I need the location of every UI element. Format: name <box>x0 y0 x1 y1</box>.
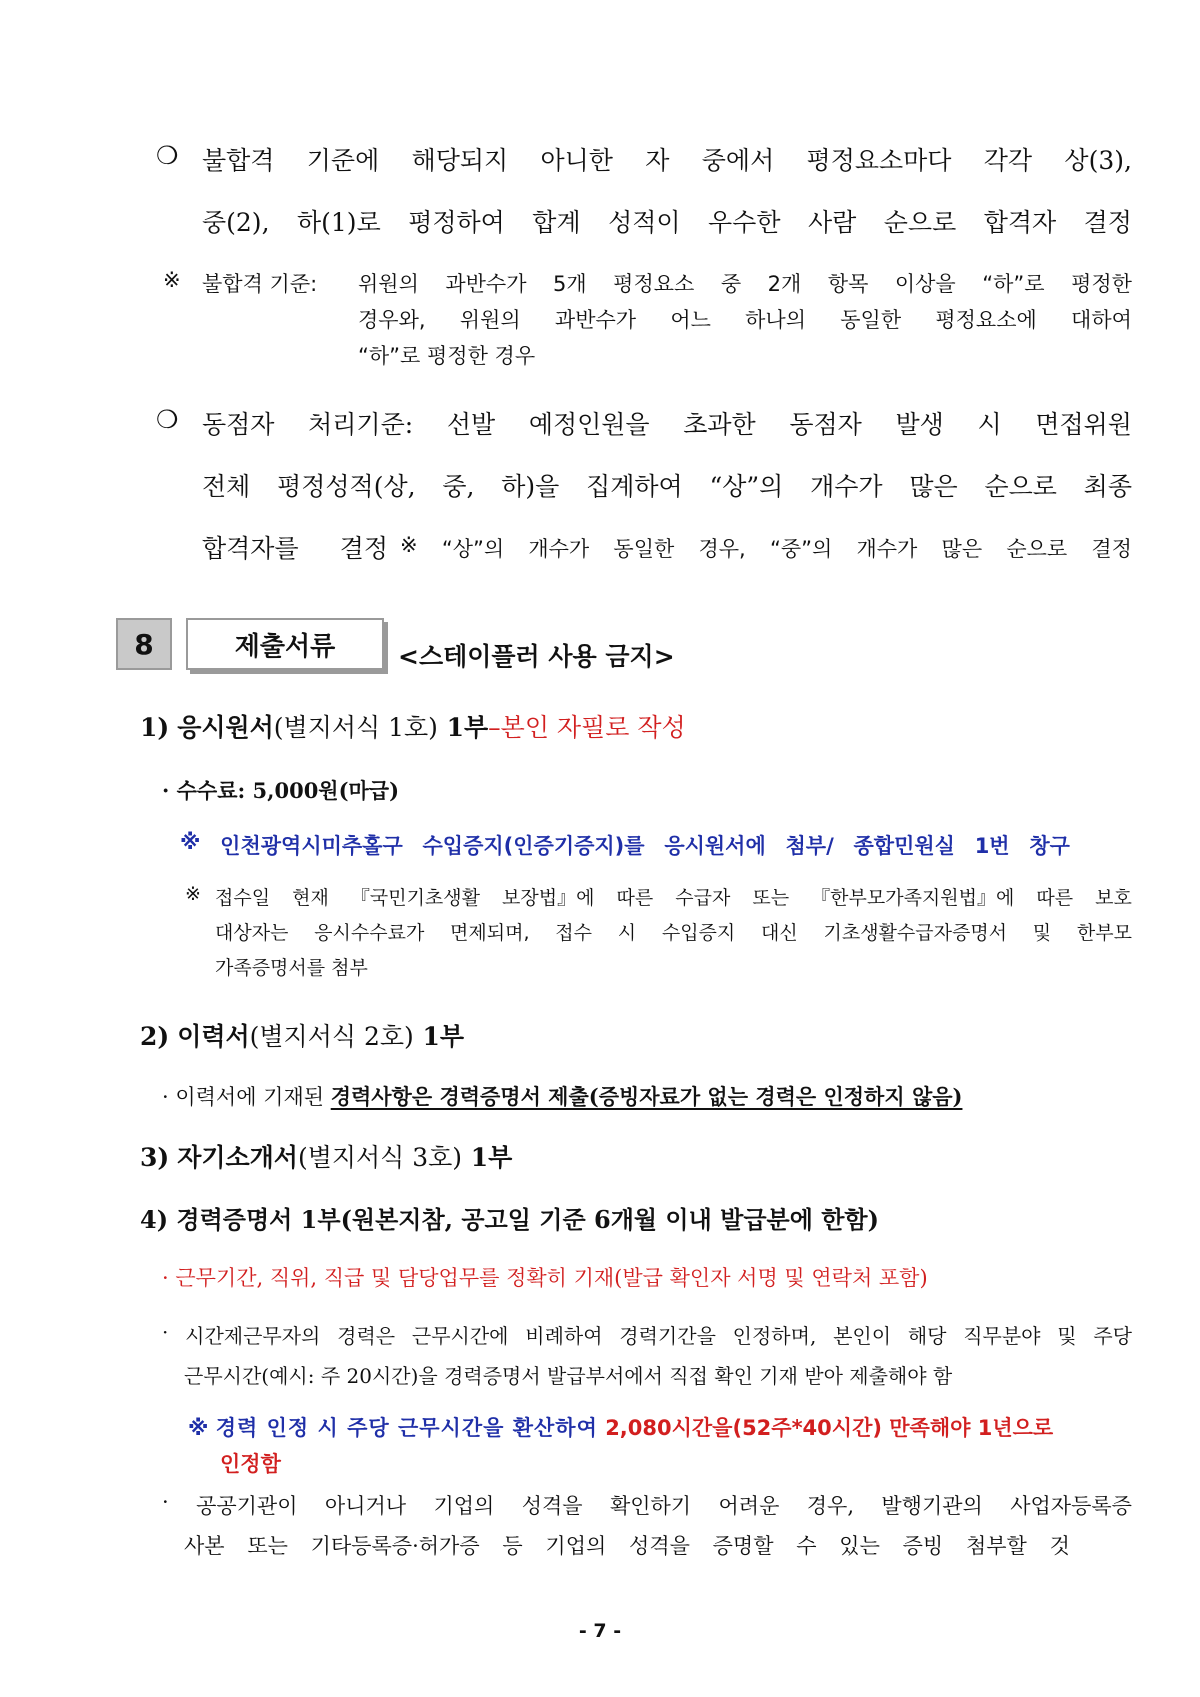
word: 평정하여 <box>408 208 505 237</box>
word: 시 <box>977 410 1002 439</box>
item1-exempt-line-1 <box>215 883 1132 910</box>
word: · <box>162 1490 169 1514</box>
word: 각각 <box>983 146 1033 175</box>
word: 첨부할 <box>965 1534 1027 1558</box>
word: 첨부/ <box>785 834 834 858</box>
item4-hours-mark: ※ <box>188 1416 209 1440</box>
word: 기업의 <box>433 1494 495 1518</box>
item2-heading <box>140 1017 464 1053</box>
word: 합계 <box>532 208 581 237</box>
word: 있는 <box>839 1534 880 1558</box>
word: 동일한 <box>840 308 902 332</box>
word: 해당되지 <box>411 146 509 175</box>
word: “상”의 <box>441 537 505 561</box>
item2-form: (별지서식 2호) <box>249 1022 414 1051</box>
word: 많은 <box>909 472 958 501</box>
item3-count: 1부 <box>462 1143 513 1172</box>
word: 수급자 <box>675 887 731 909</box>
word: 하나의 <box>745 308 806 332</box>
word: 우수한 <box>708 208 781 237</box>
fail-note-label: 불합격 기준: <box>202 272 318 296</box>
word: 동점자 <box>202 410 275 439</box>
word: 인천광역시미추홀구 <box>220 834 403 858</box>
item3-name: 자기소개서 <box>177 1143 298 1172</box>
section-subtitle: <스테이플러 사용 금지> <box>398 642 675 671</box>
word: · <box>162 1320 169 1344</box>
word: 순으로 <box>1006 537 1068 561</box>
word: 과반수가 <box>554 308 637 332</box>
word: 아니한 <box>540 146 613 175</box>
word: 어려운 <box>718 1494 780 1518</box>
word: 결정 <box>1091 537 1132 561</box>
item1-num: 1) <box>140 713 170 742</box>
word: 초과한 <box>683 410 756 439</box>
item2-count: 1부 <box>413 1022 465 1051</box>
item4-hours-line-1 <box>188 1412 1053 1442</box>
item2-detail <box>162 1081 962 1111</box>
page-number: - 7 - <box>578 1620 622 1642</box>
word: 수 <box>796 1534 817 1558</box>
fail-note-line-1 <box>358 268 1132 298</box>
word: 결정 <box>1083 208 1132 237</box>
item1-form: (별지서식 1호) <box>273 713 438 742</box>
word: 응시수수료가 <box>314 922 425 944</box>
word: 『한부모가족지원법』에 <box>811 887 1015 909</box>
word: 접수 <box>555 922 592 944</box>
item4-org-line-1 <box>162 1490 1132 1520</box>
word: 비례하여 <box>525 1324 603 1348</box>
word: 평정성적(상, <box>277 472 416 501</box>
word: 하)을 <box>501 472 560 501</box>
fail-note-mark: ※ <box>163 268 181 292</box>
word: 확인하기 <box>609 1494 692 1518</box>
word: 경우, <box>806 1494 854 1518</box>
item4-hours-line-2: 인정함 <box>220 1452 281 1476</box>
word: 면접위원 <box>1035 410 1132 439</box>
word: 위원의 <box>459 308 521 332</box>
word: 따른 <box>616 887 654 909</box>
word: 경우와, <box>358 308 426 332</box>
word: 경력기간을 <box>619 1324 716 1348</box>
tie-line-3-main <box>202 529 388 565</box>
word: 증빙 <box>902 1534 944 1558</box>
word: 중, <box>442 472 475 501</box>
item4-part-time-line-1 <box>162 1320 1132 1349</box>
word: 개수가 <box>528 537 590 561</box>
fail-note-line-3: “하”로 평정한 경우 <box>358 344 536 368</box>
word: ※ <box>400 533 418 557</box>
word: 보호 <box>1095 887 1132 909</box>
word: 상(3), <box>1064 146 1132 175</box>
word: 한부모 <box>1076 922 1132 944</box>
word: 해당 <box>907 1324 947 1348</box>
word: 아니거나 <box>324 1494 407 1518</box>
word: 처리기준: <box>308 410 414 439</box>
item3-form: (별지서식 3호) <box>297 1143 463 1172</box>
word: 공공기관이 <box>196 1494 298 1518</box>
word: 평정요소 <box>613 272 695 296</box>
item1-blue-note <box>180 830 1070 860</box>
item4-heading: 4) 경력증명서 1부(원본지참, 공고일 기준 6개월 이내 발급분에 한함) <box>140 1205 879 1234</box>
item1-heading <box>140 708 686 744</box>
item4-part-time-line-2: 근무시간(예시: 주 20시간)을 경력증명서 발급부서에서 직접 확인 기재 받아 제출해야 함 <box>184 1364 953 1388</box>
item1-exempt-line-3: 가족증명서를 첨부 <box>215 957 368 979</box>
word: 및 <box>1057 1324 1077 1348</box>
criteria-bullet: ❍ <box>156 141 179 170</box>
word: 기준에 <box>306 146 380 175</box>
word: “상”의 <box>709 472 784 501</box>
item4-hours-red: 2,080시간을(52주*40시간) 만족해야 1년으로 <box>605 1416 1054 1440</box>
word: 발생 <box>895 410 944 439</box>
word: 『국민기초생활 <box>350 887 480 909</box>
word: 평정한 <box>1071 272 1132 296</box>
word: 기업의 <box>545 1534 607 1558</box>
word: 불합격 <box>202 146 275 175</box>
tie-line-3-note <box>400 533 1132 563</box>
word: 시간제근무자의 <box>185 1324 321 1348</box>
item1-dash: – <box>488 713 501 742</box>
word: 1번 <box>974 834 1010 858</box>
tie-line-1 <box>202 405 1132 441</box>
word: 기타등록증·허가증 <box>310 1534 480 1558</box>
word: 평정요소마다 <box>806 146 952 175</box>
word: 응시원서에 <box>664 834 766 858</box>
word: 동점자 <box>789 410 862 439</box>
word: 발행기관의 <box>881 1494 983 1518</box>
word: 어느 <box>670 308 711 332</box>
criteria-line-1 <box>202 141 1132 177</box>
word: 인정하며, <box>732 1324 817 1348</box>
word: 하(1)로 <box>297 208 381 237</box>
criteria-line-2 <box>202 203 1132 239</box>
item1-fee: · 수수료: 5,000원(마급) <box>162 778 400 803</box>
word: 또는 <box>752 887 790 909</box>
word: 평정요소에 <box>935 308 1037 332</box>
word: 중(2), <box>202 208 270 237</box>
section-title: 제출서류 <box>186 618 384 670</box>
word: 면제되며, <box>450 922 530 944</box>
word: 많은 <box>941 537 983 561</box>
word: 합격자 <box>983 208 1057 237</box>
word: 과반수가 <box>445 272 527 296</box>
word: 선발 <box>446 410 496 439</box>
word: 창구 <box>1029 834 1070 858</box>
word: 집계하여 <box>586 472 683 501</box>
word: 또는 <box>247 1534 288 1558</box>
item4-hours-blue: 경력 인정 시 주당 근무시간을 환산하여 <box>215 1416 598 1440</box>
word: 경우, <box>698 537 746 561</box>
item2-detail-prefix: · 이력서에 기재된 <box>162 1085 331 1109</box>
item4-red-detail: · 근무기간, 직위, 직급 및 담당업무를 정확히 기재(발급 확인자 서명 및 연락처 포함) <box>162 1266 928 1290</box>
word: 이상을 <box>894 272 956 296</box>
word: 성격을 <box>521 1494 583 1518</box>
word: “하”로 <box>982 272 1045 296</box>
word: 종합민원실 <box>853 834 955 858</box>
word: 전체 <box>202 472 251 501</box>
item3-heading <box>140 1138 512 1174</box>
word: 보장법』에 <box>502 887 595 909</box>
word: 합격자를 <box>202 534 299 563</box>
word: 대신 <box>761 922 798 944</box>
item2-detail-underline: 경력사항은 경력증명서 제출(증빙자료가 없는 경력은 인정하지 않음) <box>330 1084 963 1109</box>
word: 5개 <box>553 272 587 296</box>
word: 따른 <box>1036 887 1074 909</box>
word: 현재 <box>292 887 329 909</box>
word: 직무분야 <box>963 1324 1041 1348</box>
item2-num: 2) <box>140 1022 170 1051</box>
word: 개수가 <box>810 472 883 501</box>
word: 주당 <box>1093 1324 1132 1348</box>
word: 경력은 <box>337 1324 396 1348</box>
word: 성적이 <box>608 208 681 237</box>
word: 동일한 <box>613 537 675 561</box>
word: 순으로 <box>984 472 1057 501</box>
word: 결정 <box>339 534 388 563</box>
word: 순으로 <box>883 208 957 237</box>
word: 및 <box>1032 922 1052 944</box>
word: 대상자는 <box>215 922 289 944</box>
item1-count: 1부 <box>437 713 489 742</box>
word: 위원의 <box>358 272 419 296</box>
word: 근무시간에 <box>411 1324 509 1348</box>
word: 개수가 <box>856 537 918 561</box>
word: 기초생활수급자증명서 <box>823 922 1008 944</box>
word: 사람 <box>807 208 857 237</box>
item4-org-line-2 <box>184 1530 1070 1560</box>
word: 수입증지(인증기증지)를 <box>422 834 645 858</box>
section-number: 8 <box>116 618 172 670</box>
word: 등 <box>502 1534 523 1558</box>
word: “중”의 <box>769 537 833 561</box>
item2-name: 이력서 <box>177 1022 250 1051</box>
word: 자 <box>645 146 670 175</box>
tie-line-2 <box>202 467 1132 503</box>
fail-note-line-2 <box>358 304 1132 334</box>
word: 성격을 <box>629 1534 690 1558</box>
word: 접수일 <box>215 887 271 909</box>
word: 본인이 <box>833 1324 892 1348</box>
word: 2개 <box>767 272 802 296</box>
word: 중 <box>720 272 742 296</box>
word: 최종 <box>1083 472 1132 501</box>
item1-exempt-mark: ※ <box>185 883 201 905</box>
word: 증명할 <box>712 1534 774 1558</box>
word: ※ <box>180 830 201 854</box>
item1-exempt-line-2 <box>215 918 1132 945</box>
word: 대하여 <box>1071 308 1132 332</box>
word: 것 <box>1049 1534 1070 1558</box>
tie-bullet: ❍ <box>156 405 179 434</box>
word: 수입증지 <box>661 922 736 944</box>
item3-num: 3) <box>140 1143 170 1172</box>
word: 예정인원을 <box>528 410 650 439</box>
word: 사본 <box>184 1534 225 1558</box>
word: 중에서 <box>701 146 775 175</box>
item1-red-note: 본인 자필로 작성 <box>500 713 686 742</box>
word: 사업자등록증 <box>1010 1494 1132 1518</box>
word: 항목 <box>827 272 869 296</box>
word: 시 <box>617 922 637 944</box>
item1-name: 응시원서 <box>177 713 274 742</box>
